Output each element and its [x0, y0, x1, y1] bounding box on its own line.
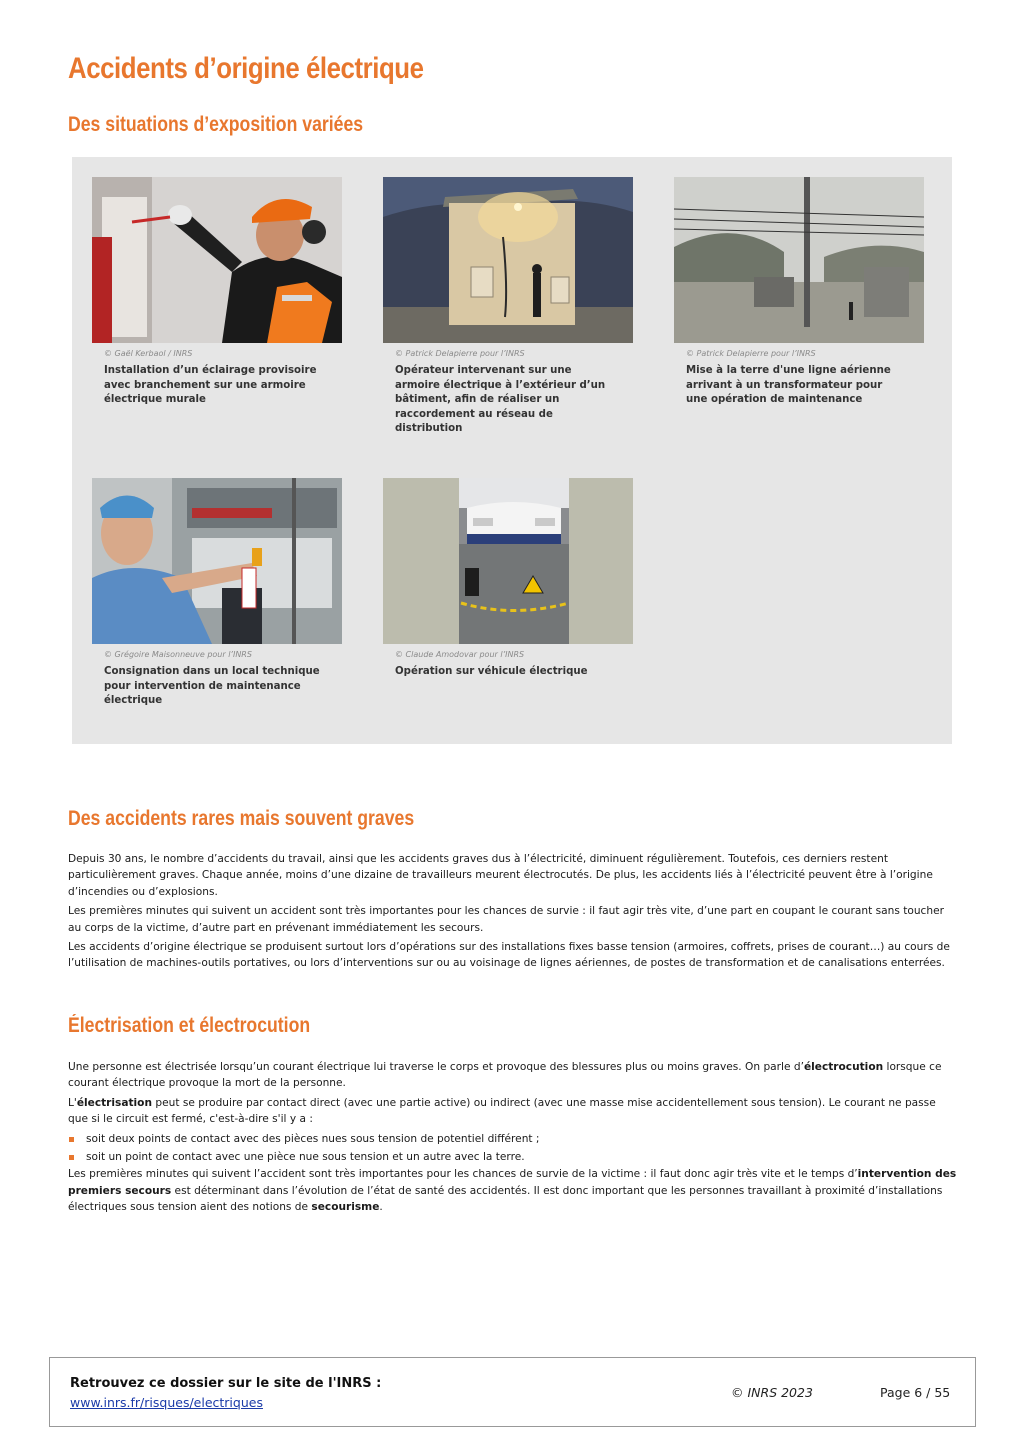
- photo-caption: Consignation dans un local technique pour intervention de maintenance électrique: [104, 666, 320, 706]
- term-electrisation: électrisation: [76, 1096, 152, 1109]
- photo-caption: Opération sur véhicule électrique: [395, 666, 588, 677]
- photo-credit: © Patrick Delapierre pour l’INRS: [686, 349, 816, 358]
- paragraph: L'électrisation peut se produire par contact direct (avec une partie active) ou indirect (avec une masse mise accidentellement sous tension). Le courant ne passe que si le circuit est fermé, c'est-à-dire s'il y a :: [68, 1096, 936, 1126]
- photo-electric-vehicle: [383, 478, 633, 644]
- footer-copyright: © INRS 2023: [731, 1385, 813, 1400]
- paragraph: Les premières minutes qui suivent un accident sont très importantes pour les chances de survie : il faut agir très vite, d’une part en coupant le courant sans toucher au corps de la victime, d’autre part en prévenant immédiatement les secours.: [68, 905, 944, 934]
- photo-card: [92, 177, 342, 408]
- term-premiers-secours: intervention des premiers secours: [68, 1168, 957, 1197]
- photo-credit: © Gaël Kerbaol / INRS: [104, 349, 193, 358]
- paragraph: Depuis 30 ans, le nombre d’accidents du travail, ainsi que les accidents graves dus à l’électricité, diminuent régulièrement. Toutefois, ces derniers restent particulièrement graves. Chaque année, moins d’une dizaine de travailleurs meurent électrocutés. De plus, les accidents liés à l’électricité peuvent être à l’origine d’incendies ou d’explosions.: [68, 853, 933, 898]
- bullet-square-icon: [69, 1155, 74, 1160]
- section-heading-exposition: Des situations d’exposition variées: [68, 113, 364, 136]
- photo-credit: © Claude Amodovar pour l’INRS: [395, 650, 525, 659]
- list-item: soit deux points de contact avec des pièces nues sous tension de potentiel différent ;: [68, 1131, 958, 1147]
- section-heading-accidents: Des accidents rares mais souvent graves: [68, 807, 415, 830]
- page-footer: [49, 1357, 976, 1427]
- section-accidents-body: [68, 851, 958, 975]
- photo-outdoor-cabinet: [383, 177, 633, 343]
- photo-caption: Installation d’un éclairage provisoire avec branchement sur une armoire électrique murale: [104, 365, 317, 405]
- paragraph: Les premières minutes qui suivent l’accident sont très importantes pour les chances de survie de la victime : il faut donc agir très vite et le temps d’intervention des premiers secours est déterminant dans l’évolution de l’état de santé des accidentés. Il est donc important que les personnes travaillant à proximité d’installations électriques sous tension aient des notions de secourisme.: [68, 1168, 957, 1214]
- section-electrisation-body: [68, 1059, 958, 1219]
- photo-overhead-line-grounding: [674, 177, 924, 343]
- photo-credit: © Patrick Delapierre pour l’INRS: [395, 349, 525, 358]
- photo-card: [383, 478, 633, 680]
- page-title: Accidents d’origine électrique: [68, 52, 424, 85]
- bullet-square-icon: [69, 1137, 74, 1142]
- footer-link[interactable]: www.inrs.fr/risques/electriques: [70, 1395, 263, 1410]
- photo-gallery: [72, 157, 952, 744]
- photo-card: [674, 177, 924, 408]
- footer-title: Retrouvez ce dossier sur le site de l'INRS :: [70, 1376, 382, 1391]
- paragraph: Les accidents d’origine électrique se produisent surtout lors d’opérations sur des installations fixes basse tension (armoires, coffrets, prises de courant…) au cours de l’utilisation de machines-outils portatives, ou lors d’interventions sur ou au voisinage de lignes aériennes, de postes de transformation et de canalisations enterrées.: [68, 941, 950, 970]
- page-number: Page 6 / 55: [880, 1385, 951, 1400]
- section-heading-electrisation: Électrisation et électrocution: [68, 1014, 311, 1037]
- photo-credit: © Grégoire Maisonneuve pour l’INRS: [104, 650, 252, 659]
- photo-caption: Opérateur intervenant sur une armoire électrique à l’extérieur d’un bâtiment, afin de réaliser un raccordement au réseau de distribution: [395, 365, 606, 434]
- photo-card: [383, 177, 633, 437]
- paragraph: Une personne est électrisée lorsqu’un courant électrique lui traverse le corps et provoque des blessures plus ou moins graves. On parle d’électrocution lorsque ce courant électrique provoque la mort de la personne.: [68, 1061, 942, 1090]
- term-electrocution: électrocution: [803, 1061, 884, 1073]
- photo-electrician-wall-cabinet: [92, 177, 342, 343]
- photo-lockout-technical-room: [92, 478, 342, 644]
- photo-card: [92, 478, 342, 709]
- term-secourisme: secourisme: [311, 1201, 380, 1214]
- list-item: soit un point de contact avec une pièce nue sous tension et un autre avec la terre.: [68, 1149, 958, 1165]
- photo-caption: Mise à la terre d'une ligne aérienne arrivant à un transformateur pour une opération de maintenance: [686, 365, 891, 405]
